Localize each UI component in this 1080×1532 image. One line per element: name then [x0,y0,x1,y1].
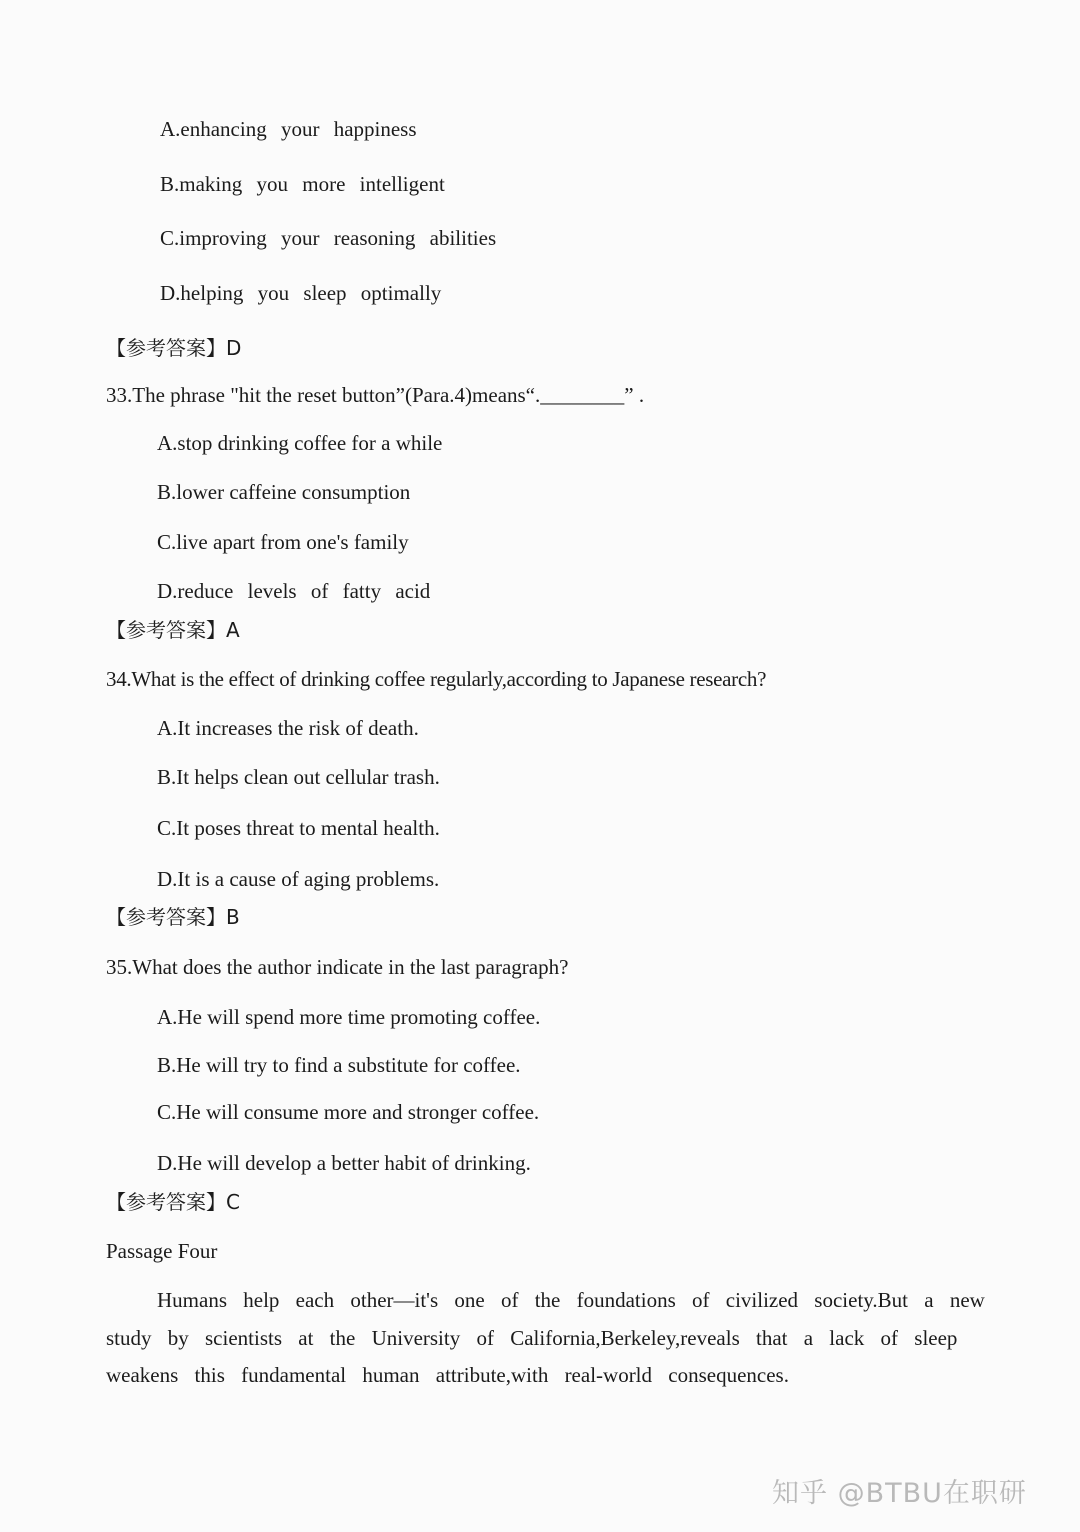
watermark: 知乎 @BTBU在职研 [772,1478,1027,1509]
q35-option-a: A.He will spend more time promoting coffee. [157,1005,541,1029]
q32-option-a: A.enhancing your happiness [160,117,417,141]
q32-option-d: D.helping you sleep optimally [160,281,442,305]
q35-option-b: B.He will try to find a substitute for coffee. [157,1053,521,1077]
q34-option-a: A.It increases the risk of death. [157,716,419,740]
q34-question: 34.What is the effect of drinking coffee regularly,according to Japanese research? [106,667,767,691]
q34-option-c: C.It poses threat to mental health. [157,816,440,840]
q33-option-a: A.stop drinking coffee for a while [157,431,443,455]
q34-answer: 【参考答案】B [106,905,240,929]
q33-option-d: D.reduce levels of fatty acid [157,579,431,603]
q35-option-d: D.He will develop a better habit of drinking. [157,1151,531,1175]
passage-line-2: study by scientists at the University of California,Berkeley,reveals that a lack of sleep [106,1326,958,1350]
passage-title: Passage Four [106,1239,218,1263]
q33-question: 33.The phrase "hit the reset button”(Para.4)means“.________” . [106,383,645,407]
passage-line-3: weakens this fundamental human attribute,with real-world consequences. [106,1363,789,1387]
q32-answer: 【参考答案】D [106,336,242,360]
q33-option-b: B.lower caffeine consumption [157,480,411,504]
q35-answer: 【参考答案】C [106,1190,240,1214]
passage-line-1: Humans help each other—it's one of the foundations of civilized society.But a new [157,1288,985,1312]
q33-option-c: C.live apart from one's family [157,530,409,554]
q35-option-c: C.He will consume more and stronger coffee. [157,1100,540,1124]
q32-option-b: B.making you more intelligent [160,172,445,196]
q35-question: 35.What does the author indicate in the last paragraph? [106,955,569,979]
q32-option-c: C.improving your reasoning abilities [160,226,497,250]
q33-answer: 【参考答案】A [106,618,240,642]
q34-option-b: B.It helps clean out cellular trash. [157,765,440,789]
q34-option-d: D.It is a cause of aging problems. [157,867,440,891]
